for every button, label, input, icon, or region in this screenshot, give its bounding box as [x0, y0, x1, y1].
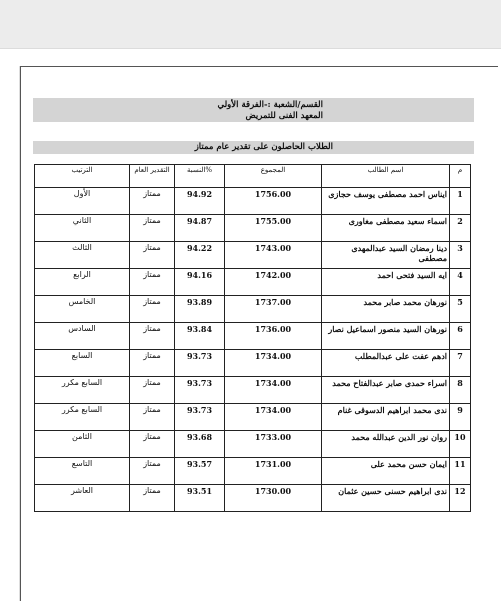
table-row — [35, 188, 471, 215]
row-total: 1737.00 — [225, 296, 322, 323]
row-index: 6 — [450, 323, 471, 350]
row-rank: العاشر — [35, 485, 130, 512]
row-percent: 93.73 — [175, 404, 225, 431]
row-student-name: ايه السيد فتحى احمد — [322, 269, 450, 296]
row-rank: الرابع — [35, 269, 130, 296]
table-row — [35, 404, 471, 431]
table-row — [35, 323, 471, 350]
row-grade: ممتاز — [130, 188, 175, 215]
col-header-percent: %النسبة — [175, 165, 225, 188]
table-row — [35, 350, 471, 377]
department-title: القسم/الشعبة :-الفرقة الأولي المعهد الفنى للتمريض — [217, 100, 323, 121]
row-grade: ممتاز — [130, 350, 175, 377]
table-row — [35, 485, 471, 512]
table-header-row — [35, 165, 471, 188]
row-percent: 93.73 — [175, 350, 225, 377]
row-percent: 94.87 — [175, 215, 225, 242]
row-index: 1 — [450, 188, 471, 215]
students-title: الطلاب الحاصلون على تقدير عام ممتاز — [194, 142, 333, 152]
row-total: 1736.00 — [225, 323, 322, 350]
row-student-name: نورهان محمد صابر محمد — [322, 296, 450, 323]
row-percent: 94.92 — [175, 188, 225, 215]
row-student-name: اسراء حمدى صابر عبدالفتاح محمد — [322, 377, 450, 404]
row-grade: ممتاز — [130, 377, 175, 404]
row-percent: 93.73 — [175, 377, 225, 404]
table-row — [35, 377, 471, 404]
row-total: 1734.00 — [225, 377, 322, 404]
row-student-name: ادهم عفت على عبدالمطلب — [322, 350, 450, 377]
row-percent: 93.84 — [175, 323, 225, 350]
row-student-name: روان نور الدين عبدالله محمد — [322, 431, 450, 458]
row-total: 1730.00 — [225, 485, 322, 512]
row-index: 2 — [450, 215, 471, 242]
col-header-grade: التقدير العام — [130, 165, 175, 188]
row-grade: ممتاز — [130, 431, 175, 458]
row-rank: الخامس — [35, 296, 130, 323]
row-rank: السابع مكرر — [35, 404, 130, 431]
row-rank: التاسع — [35, 458, 130, 485]
row-percent: 93.57 — [175, 458, 225, 485]
row-total: 1734.00 — [225, 350, 322, 377]
row-student-name: ايناس احمد مصطفى يوسف حجازى — [322, 188, 450, 215]
row-percent: 93.89 — [175, 296, 225, 323]
col-header-name: اسم الطالب — [322, 165, 450, 188]
row-index: 12 — [450, 485, 471, 512]
row-rank: السادس — [35, 323, 130, 350]
row-student-name: ايمان حسن محمد على — [322, 458, 450, 485]
row-student-name: ندى ابراهيم حسنى حسين عثمان — [322, 485, 450, 512]
row-percent: 94.16 — [175, 269, 225, 296]
row-grade: ممتاز — [130, 458, 175, 485]
row-grade: ممتاز — [130, 215, 175, 242]
viewer-top-bar — [0, 0, 501, 49]
row-student-name: نورهان السيد منصور اسماعيل نصار — [322, 323, 450, 350]
row-student-name: دينا رمضان السيد عبدالمهدى مصطفى — [322, 242, 450, 269]
table-row — [35, 242, 471, 269]
row-student-name: ندى محمد ابراهيم الدسوقى غنام — [322, 404, 450, 431]
row-index: 7 — [450, 350, 471, 377]
table-row — [35, 458, 471, 485]
row-rank: الأول — [35, 188, 130, 215]
row-total: 1756.00 — [225, 188, 322, 215]
document-page — [20, 66, 498, 601]
row-percent: 93.51 — [175, 485, 225, 512]
col-header-rank: الترتيب — [35, 165, 130, 188]
table-row — [35, 269, 471, 296]
row-total: 1742.00 — [225, 269, 322, 296]
row-student-name: اسماء سعيد مصطفى مغاورى — [322, 215, 450, 242]
row-grade: ممتاز — [130, 485, 175, 512]
row-index: 11 — [450, 458, 471, 485]
row-grade: ممتاز — [130, 404, 175, 431]
row-rank: الثالث — [35, 242, 130, 269]
row-total: 1731.00 — [225, 458, 322, 485]
row-total: 1755.00 — [225, 215, 322, 242]
row-rank: الثاني — [35, 215, 130, 242]
row-grade: ممتاز — [130, 242, 175, 269]
row-grade: ممتاز — [130, 269, 175, 296]
col-header-index: م — [450, 165, 471, 188]
row-index: 8 — [450, 377, 471, 404]
row-rank: السابع — [35, 350, 130, 377]
students-table — [34, 164, 471, 512]
row-total: 1743.00 — [225, 242, 322, 269]
row-rank: الثامن — [35, 431, 130, 458]
row-percent: 94.22 — [175, 242, 225, 269]
row-rank: السابع مكرر — [35, 377, 130, 404]
row-grade: ممتاز — [130, 323, 175, 350]
row-total: 1734.00 — [225, 404, 322, 431]
row-index: 3 — [450, 242, 471, 269]
table-row — [35, 431, 471, 458]
col-header-total: المجموع — [225, 165, 322, 188]
row-percent: 93.68 — [175, 431, 225, 458]
row-index: 9 — [450, 404, 471, 431]
row-index: 10 — [450, 431, 471, 458]
row-grade: ممتاز — [130, 296, 175, 323]
row-index: 5 — [450, 296, 471, 323]
row-index: 4 — [450, 269, 471, 296]
table-row — [35, 296, 471, 323]
table-row — [35, 215, 471, 242]
row-total: 1733.00 — [225, 431, 322, 458]
